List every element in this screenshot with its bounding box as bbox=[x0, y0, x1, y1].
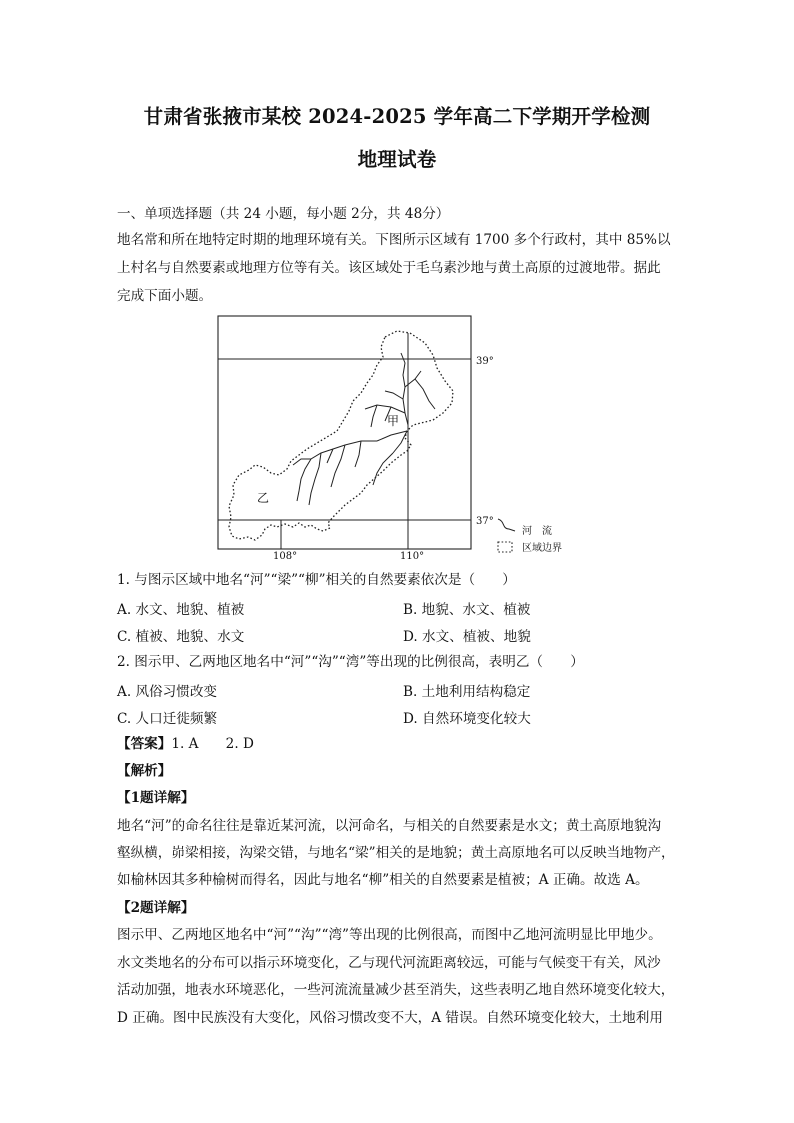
legend-boundary-label: 区域边界 bbox=[522, 543, 562, 554]
longitude-108-label: 108° bbox=[273, 551, 298, 562]
q2-analysis-heading: 【2题详解】 bbox=[117, 900, 195, 916]
label-yi: 乙 bbox=[257, 491, 270, 505]
question-2-option-b: B. 土地利用结构稳定 bbox=[403, 684, 531, 700]
q1-analysis-line-3: 如榆林因其多种榆树而得名，因此与地名“柳”相关的自然要素是植被；A 正确。故选 A。 bbox=[117, 872, 649, 888]
analysis-label: 【解析】 bbox=[117, 763, 172, 779]
region-map bbox=[215, 313, 595, 563]
question-2-option-a: A. 风俗习惯改变 bbox=[117, 684, 218, 700]
section-heading: 一、单项选择题（共 24 小题，每小题 2分，共 48分） bbox=[117, 206, 450, 222]
answer-text: 1. A 2. D bbox=[171, 736, 254, 752]
label-jia: 甲 bbox=[387, 414, 400, 428]
answer-row bbox=[117, 734, 682, 755]
latitude-39-label: 39° bbox=[476, 356, 494, 367]
longitude-110-label: 110° bbox=[400, 551, 425, 562]
question-1-option-b: B. 地貌、水文、植被 bbox=[403, 602, 531, 618]
q2-analysis-line-3: 活动加强，地表水环境恶化，一些河流流量减少甚至消失，这些表明乙地自然环境变化较大， bbox=[117, 982, 675, 998]
question-1-option-a: A. 水文、地貌、植被 bbox=[117, 602, 245, 618]
q2-analysis-line-1: 图示甲、乙两地区地名中“河”“沟”“湾”等出现的比例很高，而图中乙地河流明显比甲地少。 bbox=[117, 927, 662, 943]
legend-river-label: 河 流 bbox=[522, 526, 552, 537]
legend-boundary-icon bbox=[498, 542, 512, 552]
question-2-option-c: C. 人口迁徙频繁 bbox=[117, 711, 218, 727]
intro-line-3: 完成下面小题。 bbox=[117, 288, 213, 304]
question-2-stem: 2. 图示甲、乙两地区地名中“河”“沟”“湾”等出现的比例很高，表明乙（ ） bbox=[117, 654, 584, 670]
question-1-option-c: C. 植被、地貌、水文 bbox=[117, 629, 245, 645]
q1-analysis-line-2: 壑纵横，峁梁相接，沟梁交错，与地名“梁”相关的是地貌；黄土高原地名可以反映当地物产， bbox=[117, 845, 675, 861]
answer-label: 【答案】 bbox=[117, 736, 172, 752]
legend-river-icon bbox=[498, 519, 515, 531]
q2-analysis-line-4: D 正确。图中民族没有大变化，风俗习惯改变不大，A 错误。自然环境变化较大，土地利用 bbox=[117, 1010, 663, 1026]
page-title: 甘肃省张掖市某校 2024-2025 学年高二下学期开学检测 bbox=[143, 105, 651, 128]
river-network bbox=[293, 353, 435, 505]
latitude-37-label: 37° bbox=[476, 516, 494, 527]
q1-analysis-heading: 【1题详解】 bbox=[117, 790, 195, 806]
intro-line-2: 上村名与自然要素或地理方位等有关。该区域处于毛乌素沙地与黄土高原的过渡地带。据此 bbox=[117, 260, 661, 276]
question-1-stem: 1. 与图示区域中地名“河”“梁”“柳”相关的自然要素依次是（ ） bbox=[117, 572, 516, 588]
region-boundary bbox=[229, 331, 453, 540]
intro-line-1: 地名常和所在地特定时期的地理环境有关。下图所示区域有 1700 多个行政村，其中 85%以 bbox=[117, 232, 671, 248]
question-2-option-d: D. 自然环境变化较大 bbox=[403, 711, 531, 727]
q1-analysis-line-1: 地名“河”的命名往往是靠近某河流，以河命名，与相关的自然要素是水文；黄土高原地貌沟 bbox=[117, 818, 662, 834]
q2-analysis-line-2: 水文类地名的分布可以指示环境变化，乙与现代河流距离较远，可能与气候变干有关，风沙 bbox=[117, 955, 661, 971]
question-1-option-d: D. 水文、植被、地貌 bbox=[403, 629, 531, 645]
map-frame bbox=[218, 316, 471, 549]
page-subtitle: 地理试卷 bbox=[357, 148, 437, 171]
